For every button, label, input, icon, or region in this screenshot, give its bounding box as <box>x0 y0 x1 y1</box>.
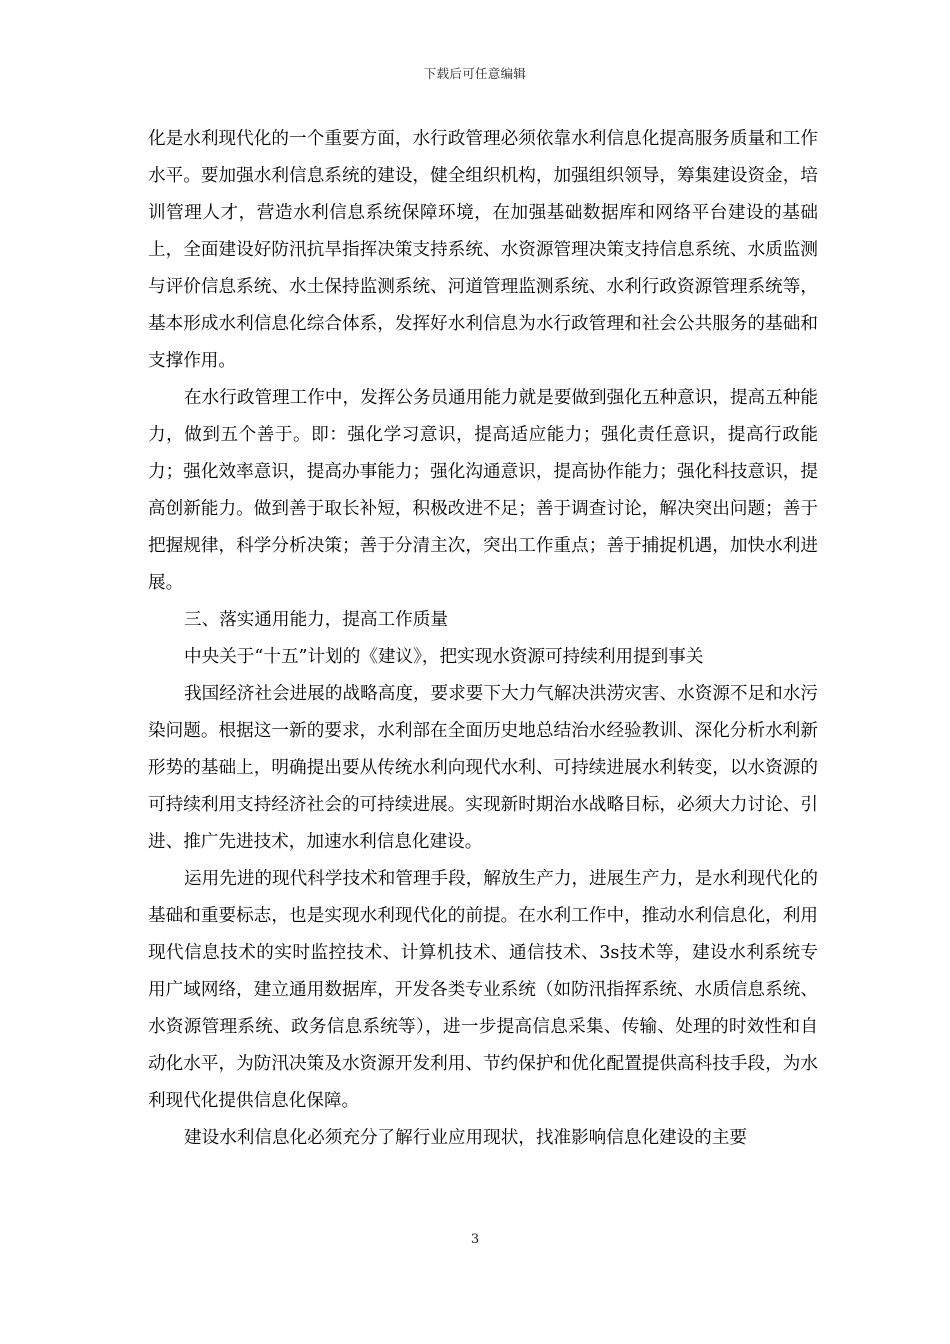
section-heading: 三、落实通用能力，提高工作质量 <box>184 610 448 630</box>
document-body <box>148 121 818 1157</box>
paragraph-6: 建设水利信息化必须充分了解行业应用现状，找准影响信息化建设的主要 <box>184 1128 748 1148</box>
paragraph-5: 运用先进的现代科学技术和管理手段，解放生产力，进展生产力，是水利现代化的基础和重要标志，也是实现水利现代化的前提。在水利工作中，推动水利信息化，利用现代信息技术的实时监控技术、计算机技术、通信技术、3s技术等，建设水利系统专用广域网络，建立通用数据库，开发各类专业系统（如防汛指挥系统、水质信息系统、水资源管理系统、政务信息系统等），进一步提高信息采集、传输、处理的时效性和自动化水平，为防汛决策及水资源开发利用、节约保护和优化配置提供高科技手段，为水利现代化提供信息化保障。 <box>148 869 818 1111</box>
paragraph-1: 化是水利现代化的一个重要方面，水行政管理必须依靠水利信息化提高服务质量和工作水平。要加强水利信息系统的建设，健全组织机构，加强组织领导，筹集建设资金，培训管理人才，营造水利信息系统保障环境，在加强基础数据库和网络平台建设的基础上，全面建设好防汛抗旱指挥决策支持系统、水资源管理决策支持信息系统、水质监测与评价信息系统、水土保持监测系统、河道管理监测系统、水利行政资源管理系统等，基本形成水利信息化综合体系，发挥好水利信息为水行政管理和社会公共服务的基础和支撑作用。 <box>148 129 818 371</box>
paragraph-4: 我国经济社会进展的战略高度，要求要下大力气解决洪涝灾害、水资源不足和水污染问题。根据这一新的要求，水利部在全面历史地总结治水经验教训、深化分析水利新形势的基础上，明确提出要从传统水利向现代水利、可持续进展水利转变，以水资源的可持续利用支持经济社会的可持续进展。实现新时期治水战略目标，必须大力讨论、引进、推广先进技术，加速水利信息化建设。 <box>148 684 818 852</box>
page-header: 下载后可任意编辑 <box>423 66 527 81</box>
page-number: 3 <box>470 1232 480 1247</box>
paragraph-3: 中央关于“十五”计划的《建议》，把实现水资源可持续利用提到事关 <box>184 647 704 667</box>
paragraph-2: 在水行政管理工作中，发挥公务员通用能力就是要做到强化五种意识，提高五种能力，做到五个善于。即：强化学习意识，提高适应能力；强化责任意识，提高行政能力；强化效率意识，提高办事能力；强化沟通意识，提高协作能力；强化科技意识，提高创新能力。做到善于取长补短，积极改进不足；善于调查讨论，解决突出问题；善于把握规律，科学分析决策；善于分清主次，突出工作重点；善于捕捉机遇，加快水利进展。 <box>148 388 818 593</box>
